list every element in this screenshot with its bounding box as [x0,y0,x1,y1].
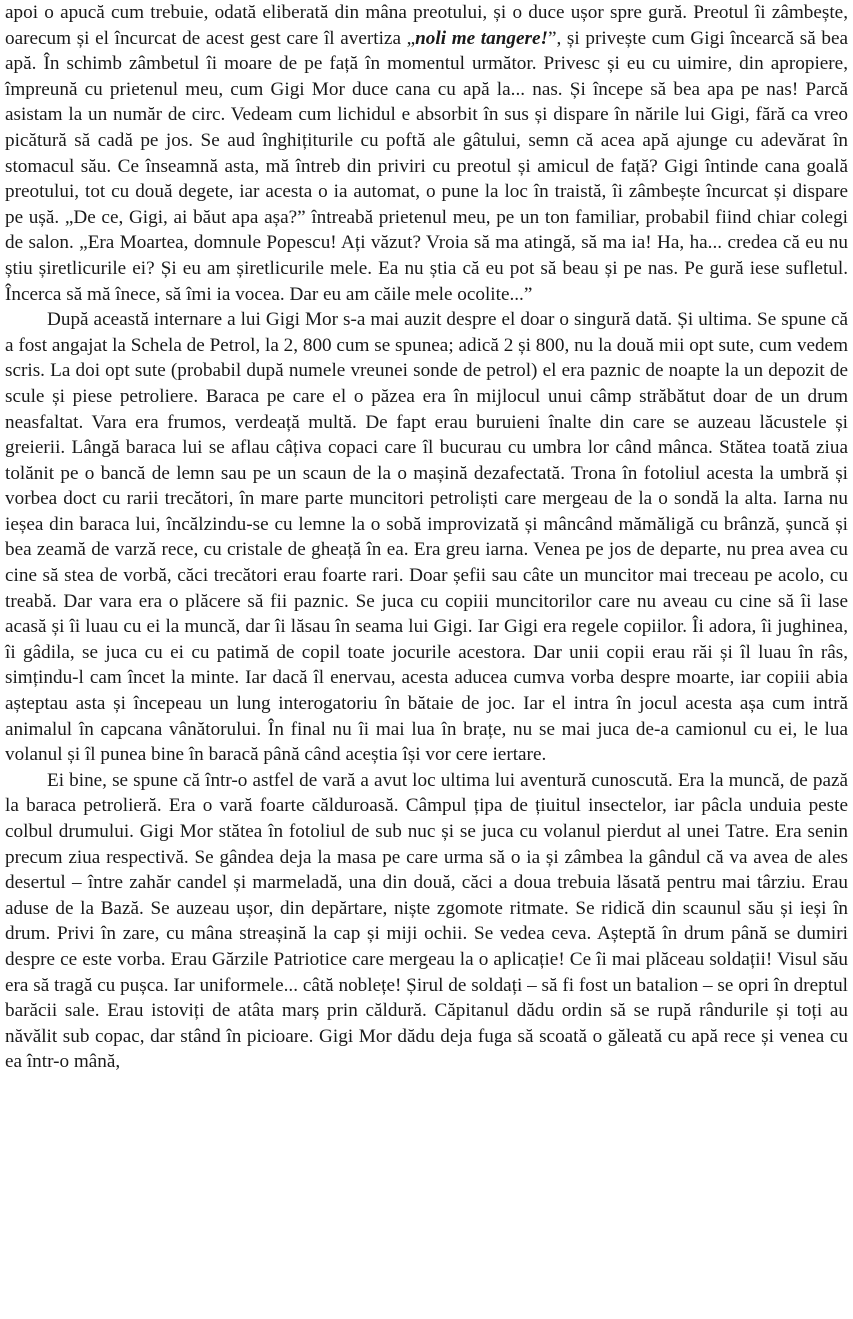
paragraph-2 [5,307,848,768]
paragraph-1-text-b: ”, și privește cum Gigi încearcă să bea apă. În schimb zâmbetul îi moare de pe față în momentul următor. Privesc și eu cu uimire, din apropiere, împreună cu prietenul meu, cum Gigi Mor duce cana cu apă la... nas. Și începe să bea apa pe nas! Parcă asistam la un număr de circ. Vedeam cum lichidul e absorbit în sus și dispare în nările lui Gigi, fără ca vreo picătură să cadă pe jos. Se aud înghițiturile cu poftă ale gâtului, semn că acea apă ajunge cu adevărat în stomacul său. Ce înseamnă asta, mă întreb din priviri cu preotul și amicul de față? Gigi întinde cana goală preotului, tot cu două degete, iar acesta o ia automat, o pune la loc în traistă, îi zâmbește încurcat și dispare pe ușă. „De ce, Gigi, ai băut apa așa?” întreabă prietenul meu, pe un ton familiar, probabil fiind chiar colegi de salon. „Era Moartea, domnule Popescu! Ați văzut? Vroia să ma atingă, să ma ia! Ha, ha... credea că eu nu știu șiretlicurile ei? Și eu am șiretlicurile mele. Ea nu știa că eu pot să beau și pe nas. Pe gură iese sufletul. Încerca să mă înece, să îmi ia vocea. Dar eu am căile mele ocolite...” [5,27,848,305]
paragraph-1 [5,0,848,307]
paragraph-1-text-a: apoi o apucă cum trebuie, odată eliberată din mâna preotului, și o duce ușor spre gură. Preotul îi zâmbește, oarecum și el încurcat de acest gest care îl avertiza „ [5,2,848,49]
paragraph-1-italic-quote: noli me tangere! [415,27,548,49]
paragraph-3-text: Ei bine, se spune că într-o astfel de vară a avut loc ultima lui aventură cunoscută. Era la muncă, de pază la baraca petrolieră. Era o vară foarte călduroasă. Câmpul țipa de țiuitul insectelor, iar pâcla unduia peste colbul drumului. Gigi Mor stătea în fotoliul de sub nuc și se juca cu volanul pierdut al unei Tatre. Era senin precum ziua respectivă. Se gândea deja la masa pe care urma să o ia și zâmbea la gândul că va avea de ales desertul – între zahăr candel și marmeladă, una din două, căci a doua trebuia lăsată pentru mai târziu. Erau aduse de la Bază. Se auzeau ușor, din depărtare, niște zgomote ritmate. Se ridică din scaunul său și ieși în drum. Privi în zare, cu mâna streașină la cap și miji ochii. Se vedea ceva. Așteptă în drum până se dumiri despre ce este vorba. Erau Gărzile Patriotice care mergeau la o aplicație! Ce îi mai plăceau soldații! Visul său era să tragă cu pușca. Iar uniformele... câtă noblețe! Șirul de soldați – să fi fost un batalion – se opri în dreptul barăcii sale. Erau istoviți de atâta marș prin căldură. Căpitanul dădu ordin să se rupă rândurile și toți au năvălit sub copac, dar stând în picioare. Gigi Mor dădu deja fuga să scoată o găleată cu apă rece și venea cu ea într-o mână, [5,769,848,1073]
paragraph-2-text: După această internare a lui Gigi Mor s-a mai auzit despre el doar o singură dată. Și ultima. Se spune că a fost angajat la Schela de Petrol, la 2, 800 cum se spunea; adică 2 și 800, nu la două mii opt sute, cum vedem scris. La doi opt sute (probabil după numele vreunei sonde de petrol) el era paznic de noapte la un depozit de scule și piese petroliere. Baraca pe care el o păzea era în mijlocul unui câmp străbătut doar de un drum neasfaltat. Vara era frumos, verdeață multă. De fapt erau buruieni înalte din care se auzeau lăcustele și greierii. Lângă baraca lui se aflau câțiva copaci care îl bucurau cu umbra lor când mânca. Stătea toată ziua tolănit pe o bancă de lemn sau pe un scaun de la o mașină dezafectată. Trona în fotoliul acesta la umbră și vorbea doct cu rarii trecători, în mare parte muncitori petroliști care mergeau de la o sondă la alta. Iarna nu ieșea din baraca lui, încălzindu-se cu lemne la o sobă improvizată și mâncând mămăligă cu brânză, șuncă și bea zeamă de varză rece, cu cristale de gheață în ea. Era greu iarna. Venea pe jos de departe, nu prea avea cu cine să stea de vorbă, căci trecători erau foarte rari. Doar șefii sau câte un muncitor mai treceau pe acolo, cu treabă. Dar vara era o plăcere să fii paznic. Se juca cu copiii muncitorilor care nu aveau cu cine să îi lase acasă și îi luau cu ei la muncă, dar îi lăsau în seama lui Gigi. Iar Gigi era regele copiilor. Îi adora, îi jughinea, îi gâdila, se juca cu ei cu patimă de copil toate jocurile acestora. Dar unii copii erau răi și îl luau în râs, simțindu-l cam încet la minte. Iar dacă îl enervau, acesta aducea cumva vorba despre moarte, iar copiii abia așteptau asta și începeau un lung interogatoriu în bătaie de joc. Iar el intra în jocul acesta așa cum intră animalul în capcana vânătorului. În final nu îi mai lua în brațe, nu se mai juca de-a camionul cu ei, le lua volanul și îl punea bine în baracă până când aceștia își vor cere iertare. [5,309,848,766]
paragraph-3 [5,768,848,1075]
book-page [5,0,848,1075]
